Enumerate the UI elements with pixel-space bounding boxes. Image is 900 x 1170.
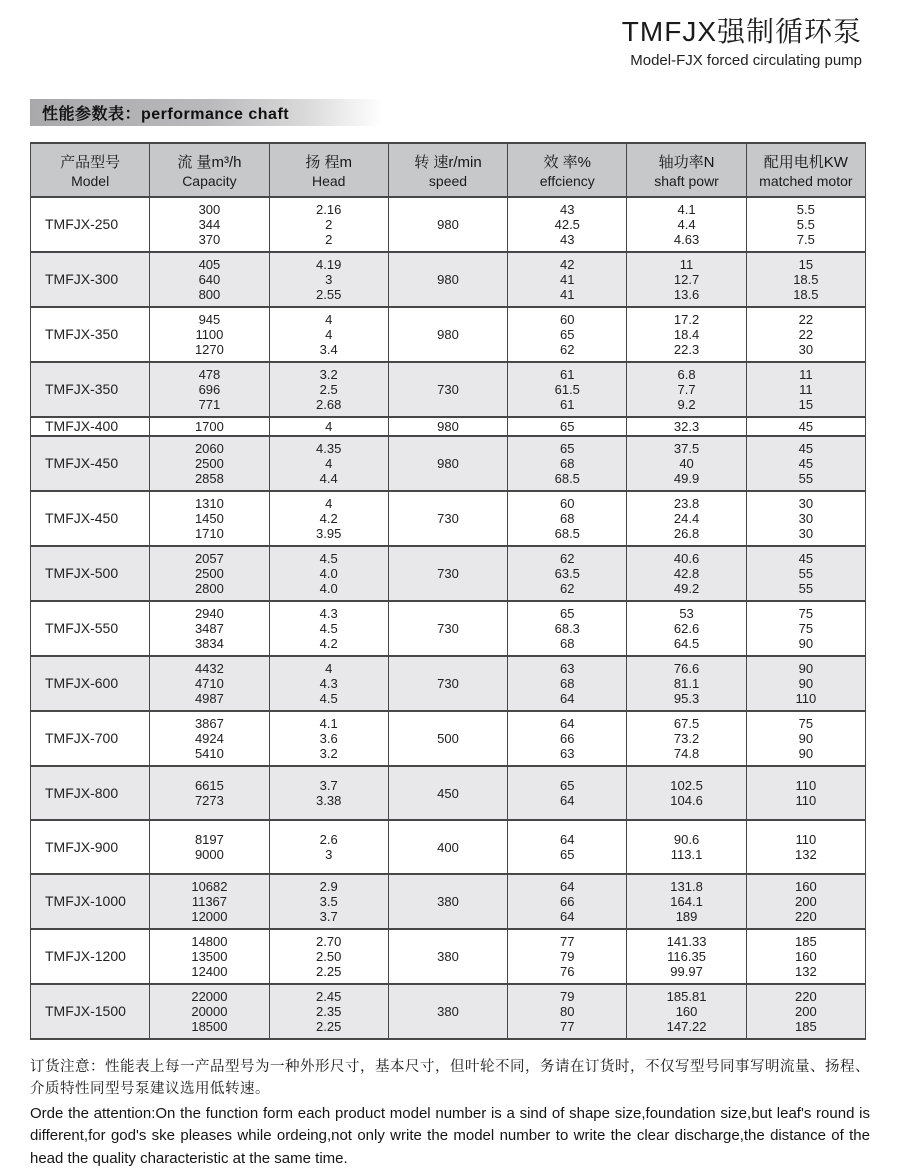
column-header: 效 率% effciency	[508, 143, 627, 197]
value-cell: 11 11 15	[746, 362, 865, 417]
value-cell: 730	[388, 546, 507, 601]
table-row	[31, 874, 866, 929]
value-cell: 2.9 3.5 3.7	[269, 874, 388, 929]
order-note-en: Orde the attention:On the function form each product model number is a sind of shape size,foundation size,but leaf's round is different,for god's ske pleases while ordeing,not only write the model number to write the clear discharge,the distance of the head the quality characteristic at the same time.	[30, 1104, 870, 1167]
value-cell: 3867 4924 5410	[150, 711, 269, 766]
column-header: 产品型号 Model	[31, 143, 150, 197]
order-notes	[30, 1056, 870, 1170]
column-header: 配用电机KW matched motor	[746, 143, 865, 197]
table-row	[31, 711, 866, 766]
table-row	[31, 252, 866, 307]
model-cell: TMFJX-350	[31, 307, 150, 362]
value-cell: 45	[746, 417, 865, 436]
doc-header	[0, 0, 900, 69]
value-cell: 2.70 2.50 2.25	[269, 929, 388, 984]
model-cell: TMFJX-700	[31, 711, 150, 766]
model-cell: TMFJX-900	[31, 820, 150, 874]
value-cell: 110 132	[746, 820, 865, 874]
value-cell: 2.6 3	[269, 820, 388, 874]
value-cell: 65	[508, 417, 627, 436]
table-row	[31, 546, 866, 601]
value-cell: 43 42.5 43	[508, 197, 627, 252]
model-cell: TMFJX-450	[31, 491, 150, 546]
value-cell: 980	[388, 307, 507, 362]
value-cell: 77 79 76	[508, 929, 627, 984]
value-cell: 980	[388, 417, 507, 436]
value-cell: 4.3 4.5 4.2	[269, 601, 388, 656]
value-cell: 6.8 7.7 9.2	[627, 362, 746, 417]
value-cell: 22 22 30	[746, 307, 865, 362]
value-cell: 75 90 90	[746, 711, 865, 766]
value-cell: 45 55 55	[746, 546, 865, 601]
value-cell: 185.81 160 147.22	[627, 984, 746, 1039]
table-row	[31, 984, 866, 1039]
model-cell: TMFJX-300	[31, 252, 150, 307]
value-cell: 10682 11367 12000	[150, 874, 269, 929]
value-cell: 380	[388, 874, 507, 929]
value-cell: 160 200 220	[746, 874, 865, 929]
value-cell: 730	[388, 362, 507, 417]
value-cell: 980	[388, 436, 507, 491]
table-row	[31, 436, 866, 491]
value-cell: 730	[388, 491, 507, 546]
value-cell: 1700	[150, 417, 269, 436]
model-cell: TMFJX-250	[31, 197, 150, 252]
model-cell: TMFJX-1200	[31, 929, 150, 984]
table-row	[31, 929, 866, 984]
value-cell: 450	[388, 766, 507, 820]
value-cell: 15 18.5 18.5	[746, 252, 865, 307]
value-cell: 4.5 4.0 4.0	[269, 546, 388, 601]
value-cell: 3.2 2.5 2.68	[269, 362, 388, 417]
value-cell: 64 66 64	[508, 874, 627, 929]
value-cell: 37.5 40 49.9	[627, 436, 746, 491]
model-cell: TMFJX-800	[31, 766, 150, 820]
order-note-cn: 订货注意：性能表上每一产品型号为一种外形尺寸，基本尺寸，但叶轮不同，务请在订货时，不仅写型号同事写明流量、扬程、介质特性同型号泵建议选用低转速。	[30, 1059, 870, 1098]
value-cell: 79 80 77	[508, 984, 627, 1039]
value-cell: 5.5 5.5 7.5	[746, 197, 865, 252]
table-row	[31, 656, 866, 711]
value-cell: 500	[388, 711, 507, 766]
value-cell: 980	[388, 252, 507, 307]
value-cell: 4.35 4 4.4	[269, 436, 388, 491]
value-cell: 380	[388, 929, 507, 984]
value-cell: 42 41 41	[508, 252, 627, 307]
table-row	[31, 197, 866, 252]
value-cell: 1310 1450 1710	[150, 491, 269, 546]
value-cell: 478 696 771	[150, 362, 269, 417]
value-cell: 2057 2500 2800	[150, 546, 269, 601]
value-cell: 980	[388, 197, 507, 252]
value-cell: 22000 20000 18500	[150, 984, 269, 1039]
page-title: TMFJX强制循环泵	[621, 16, 862, 47]
value-cell: 11 12.7 13.6	[627, 252, 746, 307]
value-cell: 400	[388, 820, 507, 874]
value-cell: 4.1 4.4 4.63	[627, 197, 746, 252]
value-cell: 62 63.5 62	[508, 546, 627, 601]
value-cell: 67.5 73.2 74.8	[627, 711, 746, 766]
column-header: 扬 程m Head	[269, 143, 388, 197]
column-header: 流 量m³/h Capacity	[150, 143, 269, 197]
table-row	[31, 820, 866, 874]
table-body	[31, 197, 866, 1039]
table-row	[31, 307, 866, 362]
value-cell: 14800 13500 12400	[150, 929, 269, 984]
value-cell: 65 68 68.5	[508, 436, 627, 491]
section-heading-bar	[30, 99, 382, 126]
value-cell: 300 344 370	[150, 197, 269, 252]
table-row	[31, 766, 866, 820]
value-cell: 61 61.5 61	[508, 362, 627, 417]
value-cell: 40.6 42.8 49.2	[627, 546, 746, 601]
model-cell: TMFJX-550	[31, 601, 150, 656]
value-cell: 32.3	[627, 417, 746, 436]
value-cell: 4432 4710 4987	[150, 656, 269, 711]
value-cell: 75 75 90	[746, 601, 865, 656]
value-cell: 6615 7273	[150, 766, 269, 820]
value-cell: 17.2 18.4 22.3	[627, 307, 746, 362]
value-cell: 185 160 132	[746, 929, 865, 984]
column-header: 轴功率N shaft powr	[627, 143, 746, 197]
value-cell: 65 64	[508, 766, 627, 820]
model-cell: TMFJX-450	[31, 436, 150, 491]
value-cell: 141.33 116.35 99.97	[627, 929, 746, 984]
value-cell: 110 110	[746, 766, 865, 820]
value-cell: 23.8 24.4 26.8	[627, 491, 746, 546]
table-row	[31, 417, 866, 436]
value-cell: 60 65 62	[508, 307, 627, 362]
value-cell: 380	[388, 984, 507, 1039]
value-cell: 30 30 30	[746, 491, 865, 546]
table-row	[31, 491, 866, 546]
value-cell: 60 68 68.5	[508, 491, 627, 546]
value-cell: 405 640 800	[150, 252, 269, 307]
value-cell: 3.7 3.38	[269, 766, 388, 820]
value-cell: 2.45 2.35 2.25	[269, 984, 388, 1039]
value-cell: 2060 2500 2858	[150, 436, 269, 491]
table-row	[31, 362, 866, 417]
value-cell: 730	[388, 656, 507, 711]
value-cell: 65 68.3 68	[508, 601, 627, 656]
value-cell: 63 68 64	[508, 656, 627, 711]
value-cell: 730	[388, 601, 507, 656]
performance-table	[30, 142, 866, 1040]
value-cell: 131.8 164.1 189	[627, 874, 746, 929]
value-cell: 90.6 113.1	[627, 820, 746, 874]
value-cell: 4.1 3.6 3.2	[269, 711, 388, 766]
value-cell: 64 65	[508, 820, 627, 874]
value-cell: 4 4.3 4.5	[269, 656, 388, 711]
value-cell: 4 4.2 3.95	[269, 491, 388, 546]
value-cell: 4	[269, 417, 388, 436]
value-cell: 90 90 110	[746, 656, 865, 711]
value-cell: 2940 3487 3834	[150, 601, 269, 656]
value-cell: 945 1100 1270	[150, 307, 269, 362]
section-heading: 性能参数表：performance chaft	[42, 106, 290, 123]
model-cell: TMFJX-500	[31, 546, 150, 601]
value-cell: 76.6 81.1 95.3	[627, 656, 746, 711]
model-cell: TMFJX-1000	[31, 874, 150, 929]
table-row	[31, 601, 866, 656]
value-cell: 220 200 185	[746, 984, 865, 1039]
value-cell: 102.5 104.6	[627, 766, 746, 820]
value-cell: 45 45 55	[746, 436, 865, 491]
value-cell: 64 66 63	[508, 711, 627, 766]
value-cell: 53 62.6 64.5	[627, 601, 746, 656]
value-cell: 4 4 3.4	[269, 307, 388, 362]
table-header	[31, 143, 866, 197]
page-subtitle: Model-FJX forced circulating pump	[630, 52, 862, 69]
value-cell: 2.16 2 2	[269, 197, 388, 252]
model-cell: TMFJX-1500	[31, 984, 150, 1039]
model-cell: TMFJX-350	[31, 362, 150, 417]
value-cell: 8197 9000	[150, 820, 269, 874]
column-header: 转 速r/min speed	[388, 143, 507, 197]
model-cell: TMFJX-600	[31, 656, 150, 711]
value-cell: 4.19 3 2.55	[269, 252, 388, 307]
table-header-row	[31, 143, 866, 197]
model-cell: TMFJX-400	[31, 417, 150, 436]
